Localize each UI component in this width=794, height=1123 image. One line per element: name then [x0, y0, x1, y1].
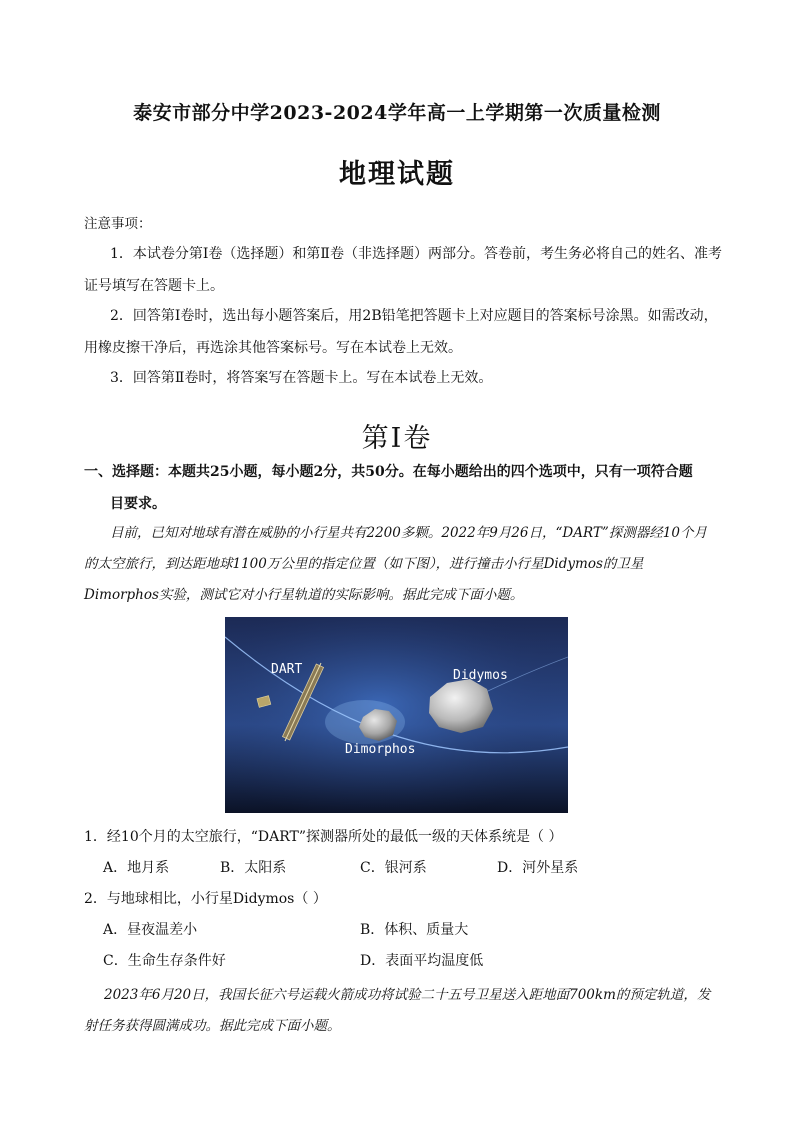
question-2-option-d: D．表面平均温度低	[360, 953, 484, 969]
label-dimorphos: Dimorphos	[345, 742, 416, 757]
intro-passage-1: 目前，已知对地球有潜在威胁的小行星共有2200多颗。2022年9月26日，“DART”探测器经10个月的太空旅行，到达距地球1100万公里的指定位置（如下图），进行撞击小行星Didymos的卫星Dimorphos实验，测试它对小行星轨道的实际影响。据此完成下面小题。	[84, 525, 707, 603]
question-2-stem: 2．与地球相比，小行星Didymos（ ）	[84, 891, 327, 907]
question-1-option-a: A．地月系	[103, 860, 170, 876]
notice-item-3: 3．回答第Ⅱ卷时，将答案写在答题卡上。写在本试卷上无效。	[110, 370, 493, 386]
part-line-2: 目要求。	[110, 496, 166, 512]
notice-heading: 注意事项：	[84, 216, 152, 232]
part-line-1: 一、选择题：本题共25小题，每小题2分，共50分。在每小题给出的四个选项中，只有一项符合题	[84, 464, 693, 480]
intro-passage-2: 2023年6月20日，我国长征六号运载火箭成功将试验二十五号卫星送入距地面700km的预定轨道，发射任务获得圆满成功。据此完成下面小题。	[84, 987, 711, 1034]
question-1-stem: 1．经10个月的太空旅行，“DART”探测器所处的最低一级的天体系统是（ ）	[84, 829, 563, 845]
question-2-option-b: B．体积、质量大	[360, 922, 469, 938]
label-dart: DART	[271, 662, 303, 677]
dart-illustration	[225, 617, 568, 813]
question-1-option-c: C．银河系	[360, 860, 427, 876]
part-instructions	[84, 456, 724, 520]
exam-subject: 地理试题	[339, 159, 455, 190]
exam-title: 泰安市部分中学2023-2024学年高一上学期第一次质量检测	[133, 102, 661, 124]
dart-figure	[225, 617, 568, 813]
question-2-option-c: C．生命生存条件好	[103, 953, 226, 969]
question-1-option-d: D．河外星系	[497, 860, 579, 876]
question-2-option-a: A．昼夜温差小	[103, 922, 198, 938]
notice-item-2: 2．回答第Ⅰ卷时，选出每小题答案后，用2B铅笔把答题卡上对应题目的答案标号涂黑。如需改动，用橡皮擦干净后，再选涂其他答案标号。写在本试卷上无效。	[84, 308, 718, 356]
section-title: 第Ⅰ卷	[361, 423, 433, 454]
label-didymos: Didymos	[453, 668, 508, 683]
question-1-option-b: B．太阳系	[220, 860, 287, 876]
notice-item-1: 1．本试卷分第Ⅰ卷（选择题）和第Ⅱ卷（非选择题）两部分。答卷前，考生务必将自己的姓名、准考证号填写在答题卡上。	[84, 246, 722, 294]
